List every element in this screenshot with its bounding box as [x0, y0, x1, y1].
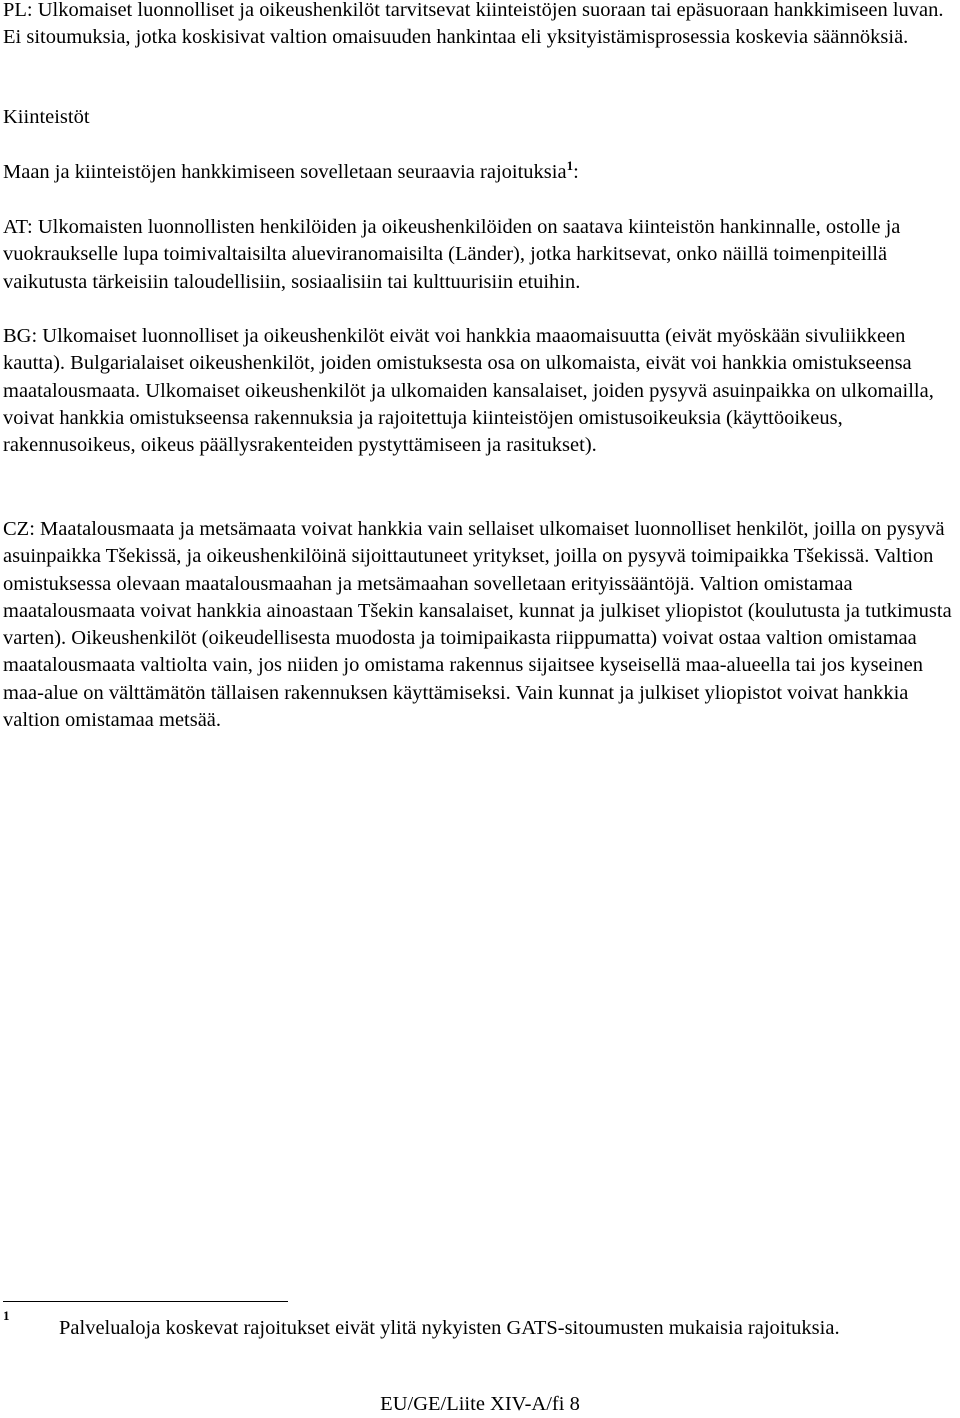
paragraph-bg: BG: Ulkomaiset luonnolliset ja oikeushenkilöt eivät voi hankkia maaomaisuutta (eivät myöskään sivuliikkeen kautta). Bulgarialaiset oikeushenkilöt, joiden omistuksesta osa on ulkomaista, eivät voi hankkia omistukseensa maatalousmaata. Ulkomaiset oikeushenkilöt ja ulkomaiden kansalaiset, joiden pysyvä asuinpaikka on ulkomailla, voivat hankkia omistukseensa rakennuksia ja rajoitettuja kiinteistöjen omistusoikeuksia (käyttöoikeus, rakennusoikeus, oikeus päällysrakenteiden pystyttämiseen ja rasitukset). [3, 325, 934, 457]
intro-paragraph [3, 159, 955, 186]
intro-end: : [573, 161, 579, 183]
section-heading: Kiinteistöt [3, 106, 90, 128]
footnote-marker: 1 [3, 1308, 10, 1323]
footnote-text: Palvelualoja koskevat rajoitukset eivät ylitä nykyisten GATS-sitoumusten mukaisia rajoituksia. [59, 1317, 840, 1339]
footnote-divider [3, 1301, 288, 1302]
paragraph-pl: PL: Ulkomaiset luonnolliset ja oikeushenkilöt tarvitsevat kiinteistöjen suoraan tai epäsuoraan hankkimiseen luvan. Ei sitoumuksia, jotka koskisivat valtion omaisuuden hankintaa eli yksityistämisprosessia koskevia säännöksiä. [3, 0, 944, 49]
paragraph-cz: CZ: Maatalousmaata ja metsämaata voivat hankkia vain sellaiset ulkomaiset luonnolliset henkilöt, joilla on pysyvä asuinpaikka Tšekissä, ja oikeushenkilöinä sijoittautuneet yritykset, joilla on pysyvä toimipaikka Tšekissä. Valtion omistuksessa olevaan maatalousmaahan ja metsämaahan sovelletaan erityissääntöjä. Valtion omistamaa maatalousmaata voivat hankkia ainoastaan Tšekin kansalaiset, kunnat ja julkiset yliopistot (koulutusta ja tutkimusta varten). Oikeushenkilöt (oikeudellisesta muodosta ja toimipaikasta riippumatta) voivat ostaa valtion omistamaa maatalousmaata valtiolta vain, jos niiden jo omistama rakennus sijaitsee kyseisellä maa-alueella tai jos kyseinen maa-alue on välttämätön tällaisen rakennuksen käyttämiseksi. Vain kunnat ja julkiset yliopistot voivat hankkia valtion omistamaa metsää. [3, 518, 952, 732]
intro-text: Maan ja kiinteistöjen hankkimiseen sovelletaan seuraavia rajoituksia [3, 161, 567, 183]
page-reference: EU/GE/Liite XIV-A/fi 8 [380, 1393, 580, 1415]
paragraph-at: AT: Ulkomaisten luonnollisten henkilöiden ja oikeushenkilöiden on saatava kiinteistön hankinnalle, ostolle ja vuokraukselle lupa toimivaltaisilta alueviranomaisilta (Länder), jotka harkitsevat, onko näillä toimenpiteillä vaikutusta tärkeisiin taloudellisiin, sosiaalisiin tai kulttuurisiin etuihin. [3, 216, 901, 293]
footnote-reference[interactable]: 1 [566, 158, 574, 174]
